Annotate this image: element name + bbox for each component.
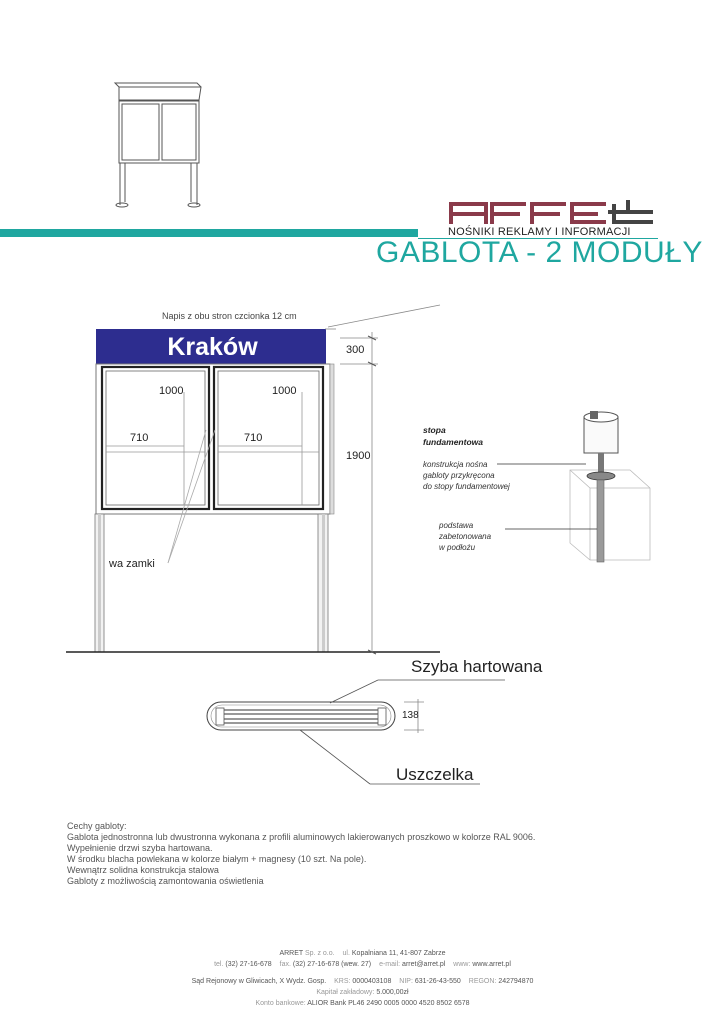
- brand-tagline: NOŚNIKI REKLAMY I INFORMACJI: [448, 226, 631, 238]
- feature-item: Wypełnienie drzwi szyba hartowana.: [67, 843, 213, 853]
- feature-item: Wewnątrz solidna konstrukcja stalowa: [67, 865, 219, 875]
- arret-logo: [448, 200, 658, 226]
- dim-width-right: 710: [244, 432, 263, 444]
- document-title: GABLOTA - 2 MODUŁY: [376, 236, 703, 269]
- feature-item: W środku blacha powlekana w kolorze białym + magnesy (10 szt. Na pole).: [67, 854, 367, 864]
- foundation-note-line1: konstrukcja nośna: [423, 460, 488, 469]
- sign-text: Kraków: [167, 333, 258, 361]
- footer-line-contact: tel. (32) 27-16-678 fax. (32) 27-16-678 (wew. 27) e-mail: arret@arret.pl www: www.arret.pl: [214, 961, 511, 968]
- footer-line-capital: Kapitał zakładowy: 5.000,00zł: [316, 989, 409, 996]
- footer-email-link[interactable]: arret@arret.pl: [402, 961, 446, 968]
- display-case-preview-sketch: [105, 80, 205, 210]
- footer-line-address: ARRET Sp. z o.o. ul. Kopalniana 11, 41-807 Zabrze: [279, 950, 446, 957]
- feature-item: Gablota jednostronna lub dwustronna wykonana z profili aluminowych lakierowanych proszkowo w kolorze RAL 9006.: [67, 832, 536, 842]
- foundation-title-line2: fundamentowa: [423, 437, 483, 447]
- feature-item: Gabloty z możliwością zamontowania oświetlenia: [67, 876, 264, 886]
- dim-height-left: 1000: [159, 385, 184, 397]
- dim-width-left: 710: [130, 432, 149, 444]
- features-heading: Cechy gabloty:: [67, 821, 127, 831]
- sign-note: Napis z obu stron czcionka 12 cm: [162, 311, 297, 321]
- foundation-base-line1: podstawa: [439, 521, 474, 530]
- locks-label: wa zamki: [109, 558, 155, 570]
- foundation-title-line1: stopa: [423, 425, 446, 435]
- dim-height-right: 1000: [272, 385, 297, 397]
- dim-total-height: 1900: [346, 450, 371, 462]
- footer-line-bank: Konto bankowe: ALIOR Bank PL46 2490 0005 0000 4520 8502 6578: [255, 1000, 470, 1007]
- company-footer: [0, 948, 725, 1009]
- footer-www-link[interactable]: www.arret.pl: [472, 961, 511, 968]
- foundation-base-line3: w podłożu: [439, 543, 476, 552]
- foundation-note-line2: gabloty przykręcona: [423, 471, 495, 480]
- seal-label: Uszczelka: [396, 765, 474, 784]
- foundation-note-line3: do stopy fundamentowej: [423, 482, 510, 491]
- footer-line-registry: Sąd Rejonowy w Gliwicach, X Wydz. Gosp. KRS: 0000403108 NIP: 631-26-43-550 REGON: 242794870: [191, 978, 534, 985]
- features-list: [67, 821, 535, 887]
- dim-depth: 138: [402, 710, 419, 721]
- foundation-base-line2: zabetonowana: [439, 532, 492, 541]
- dim-sign-height: 300: [346, 344, 365, 356]
- glass-label: Szyba hartowana: [411, 657, 543, 676]
- accent-bar: [0, 229, 418, 237]
